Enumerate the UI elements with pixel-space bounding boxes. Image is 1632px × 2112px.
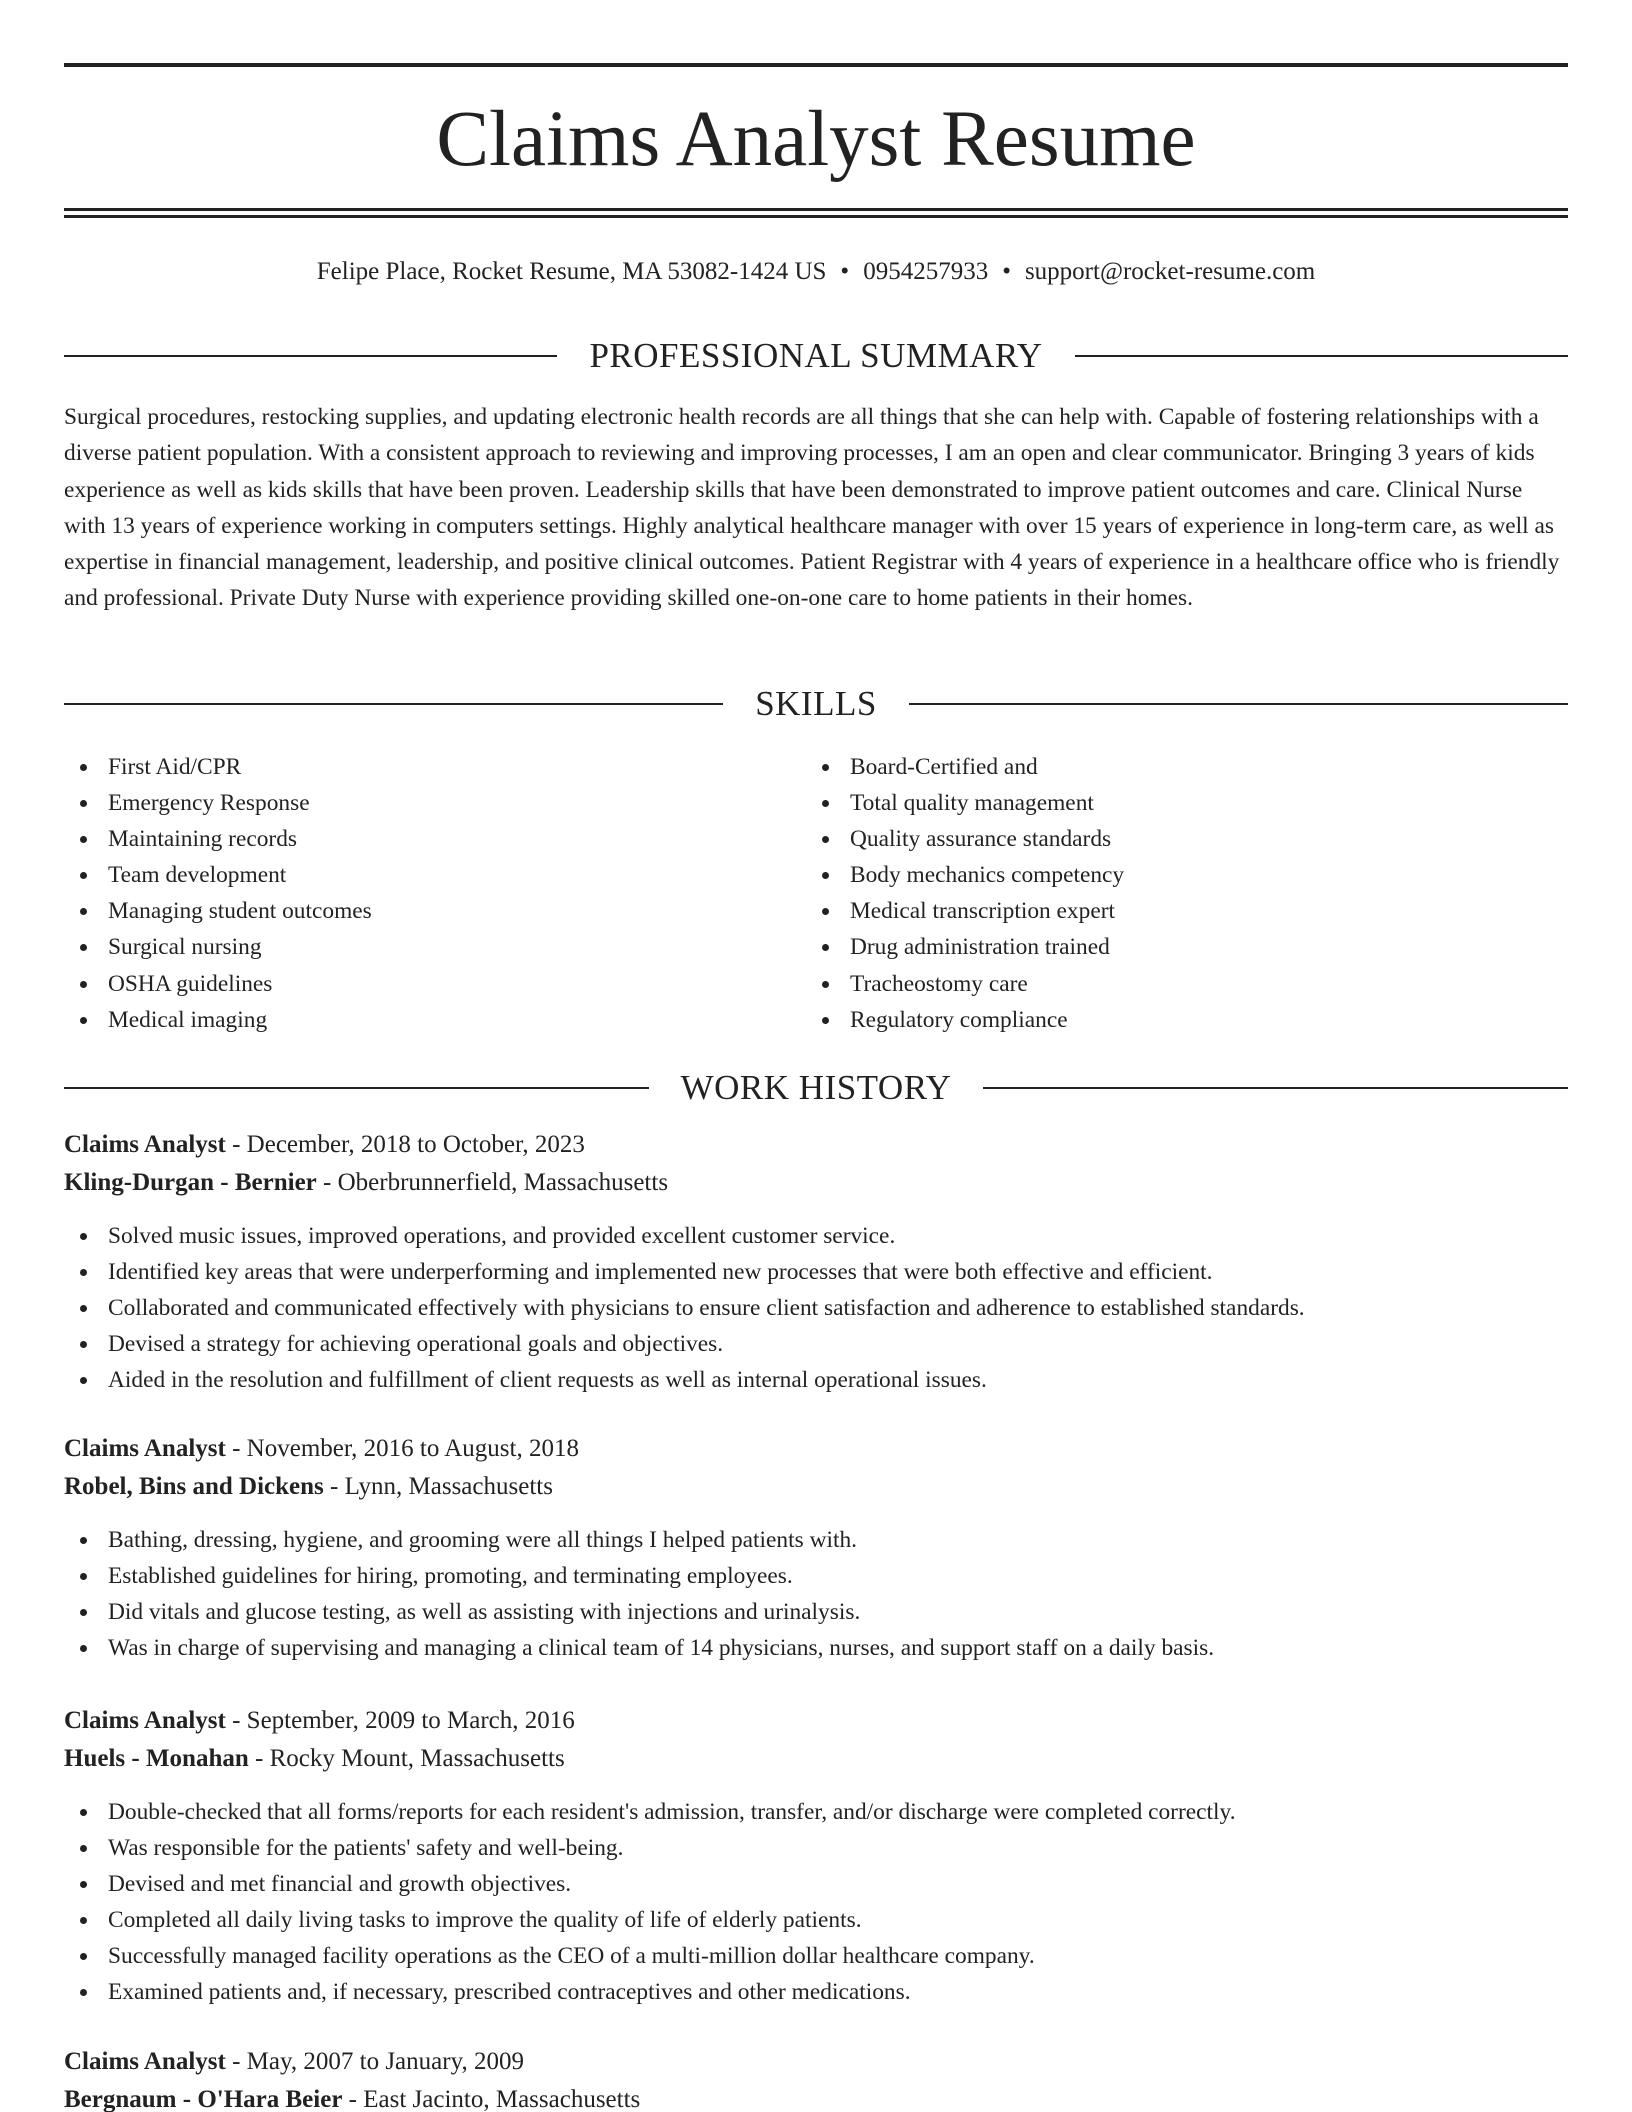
job-duty: Collaborated and communicated effectively with physicians to ensure client satisfaction and adherence to established standards. <box>64 1290 1568 1326</box>
job-duty: Devised a strategy for achieving operational goals and objectives. <box>64 1326 1568 1362</box>
job-location: - East Jacinto, Massachusetts <box>342 2086 641 2112</box>
job-location: - Oberbrunnerfield, Massachusetts <box>316 1169 669 1196</box>
summary-heading-label: PROFESSIONAL SUMMARY <box>589 336 1043 375</box>
job-duty: Did vitals and glucose testing, as well as assisting with injections and urinalysis. <box>64 1594 1568 1630</box>
skill-item: Maintaining records <box>64 821 372 857</box>
skill-item: First Aid/CPR <box>64 749 372 785</box>
heading-rule-left <box>64 355 557 357</box>
summary-section-heading <box>64 336 1568 376</box>
skill-item: Medical transcription expert <box>806 893 1124 929</box>
job-company: Kling-Durgan - Bernier <box>64 1169 317 1196</box>
job-company: Bergnaum - O'Hara Beier <box>64 2086 343 2112</box>
job-role: Claims Analyst <box>64 2048 226 2075</box>
job-dates: - September, 2009 to March, 2016 <box>225 1707 575 1734</box>
skills-section-heading <box>64 684 1568 724</box>
job-duty: Successfully managed facility operations as the CEO of a multi-million dollar healthcare company. <box>64 1938 1568 1974</box>
skill-item: Managing student outcomes <box>64 893 372 929</box>
heading-rule-right <box>909 703 1568 705</box>
contact-address: Felipe Place, Rocket Resume, MA 53082-1424 US <box>316 258 827 285</box>
contact-phone: 0954257933 <box>863 258 989 285</box>
skill-item: Total quality management <box>806 785 1124 821</box>
job-dates: - November, 2016 to August, 2018 <box>225 1435 579 1462</box>
job-duty: Was responsible for the patients' safety and well-being. <box>64 1830 1568 1866</box>
job-role: Claims Analyst <box>64 1131 226 1158</box>
job-duty: Examined patients and, if necessary, prescribed contraceptives and other medications. <box>64 1974 1568 2010</box>
job-duty: Completed all daily living tasks to improve the quality of life of elderly patients. <box>64 1902 1568 1938</box>
skills-list-right <box>806 749 1124 1038</box>
skill-item: Body mechanics competency <box>806 857 1124 893</box>
job-title-line <box>64 2043 1568 2081</box>
job-duty: Identified key areas that were underperforming and implemented new processes that were both effective and efficient. <box>64 1254 1568 1290</box>
job-entry <box>64 1126 1568 1398</box>
job-company: Robel, Bins and Dickens <box>64 1473 324 1500</box>
professional-summary-text: Surgical procedures, restocking supplies, and updating electronic health records are all things that she can help with. Capable of fostering relationships with a diverse patient population. With a consistent approach to reviewing and improving processes, I am an open and clear communicator. Bringing 3 years of kids experience as well as kids skills that have been proven. Leadership skills that have been demonstrated to improve patient outcomes and care. Clinical Nurse with 13 years of experience working in computers settings. Highly analytical healthcare manager with over 15 years of experience in long-term care, as well as expertise in financial management, leadership, and positive clinical outcomes. Patient Registrar with 4 years of experience in a healthcare office who is friendly and professional. Private Duty Nurse with experience providing skilled one-on-one care to home patients in their homes. <box>64 404 1560 612</box>
job-duties-list <box>64 1218 1568 1398</box>
job-entry <box>64 2043 1568 2112</box>
skill-item: Emergency Response <box>64 785 372 821</box>
work-heading-label: WORK HISTORY <box>680 1068 952 1107</box>
job-duty: Solved music issues, improved operations, and provided excellent customer service. <box>64 1218 1568 1254</box>
job-duty: Was in charge of supervising and managing a clinical team of 14 physicians, nurses, and support staff on a daily basis. <box>64 1630 1568 1666</box>
resume-title: Claims Analyst Resume <box>436 96 1196 183</box>
job-title-line <box>64 1126 1568 1164</box>
job-entry <box>64 1702 1568 2011</box>
work-section-heading <box>64 1068 1568 1108</box>
job-entry <box>64 1430 1568 1666</box>
job-duty: Devised and met financial and growth objectives. <box>64 1866 1568 1902</box>
skill-item: Quality assurance standards <box>806 821 1124 857</box>
job-dates: - December, 2018 to October, 2023 <box>225 1131 585 1158</box>
skills-list-left <box>64 749 372 1038</box>
job-duty: Bathing, dressing, hygiene, and grooming were all things I helped patients with. <box>64 1522 1568 1558</box>
skill-item: OSHA guidelines <box>64 966 372 1002</box>
job-duty: Established guidelines for hiring, promoting, and terminating employees. <box>64 1558 1568 1594</box>
job-company-line <box>64 1164 1568 1202</box>
job-duties-list <box>64 1794 1568 2011</box>
job-title-line <box>64 1702 1568 1740</box>
job-location: - Rocky Mount, Massachusetts <box>248 1745 565 1772</box>
skill-item: Team development <box>64 857 372 893</box>
job-title-line <box>64 1430 1568 1468</box>
job-company: Huels - Monahan <box>64 1745 249 1772</box>
contact-email: support@rocket-resume.com <box>1024 258 1316 285</box>
skills-heading-label: SKILLS <box>755 684 877 723</box>
job-duties-list <box>64 1522 1568 1666</box>
skill-item: Regulatory compliance <box>806 1002 1124 1038</box>
skill-item: Drug administration trained <box>806 929 1124 965</box>
job-duty: Double-checked that all forms/reports for each resident's admission, transfer, and/or discharge were completed correctly. <box>64 1794 1568 1830</box>
job-company-line <box>64 1740 1568 1778</box>
job-company-line <box>64 1468 1568 1506</box>
job-location: - Lynn, Massachusetts <box>323 1473 553 1500</box>
job-company-line <box>64 2081 1568 2112</box>
heading-rule-left <box>64 703 723 705</box>
contact-line <box>64 255 1568 289</box>
skill-item: Surgical nursing <box>64 929 372 965</box>
title-rule-upper <box>64 208 1568 211</box>
job-role: Claims Analyst <box>64 1435 226 1462</box>
heading-rule-left <box>64 1087 649 1089</box>
heading-rule-right <box>1075 355 1568 357</box>
heading-rule-right <box>983 1087 1568 1089</box>
top-rule <box>64 63 1568 67</box>
skill-item: Tracheostomy care <box>806 966 1124 1002</box>
contact-separator: • <box>1002 258 1011 285</box>
title-rule-lower <box>64 215 1568 218</box>
job-dates: - May, 2007 to January, 2009 <box>225 2048 524 2075</box>
contact-separator: • <box>840 258 850 285</box>
skill-item: Board-Certified and <box>806 749 1124 785</box>
skill-item: Medical imaging <box>64 1002 372 1038</box>
job-duty: Aided in the resolution and fulfillment of client requests as well as internal operational issues. <box>64 1362 1568 1398</box>
job-role: Claims Analyst <box>64 1707 226 1734</box>
